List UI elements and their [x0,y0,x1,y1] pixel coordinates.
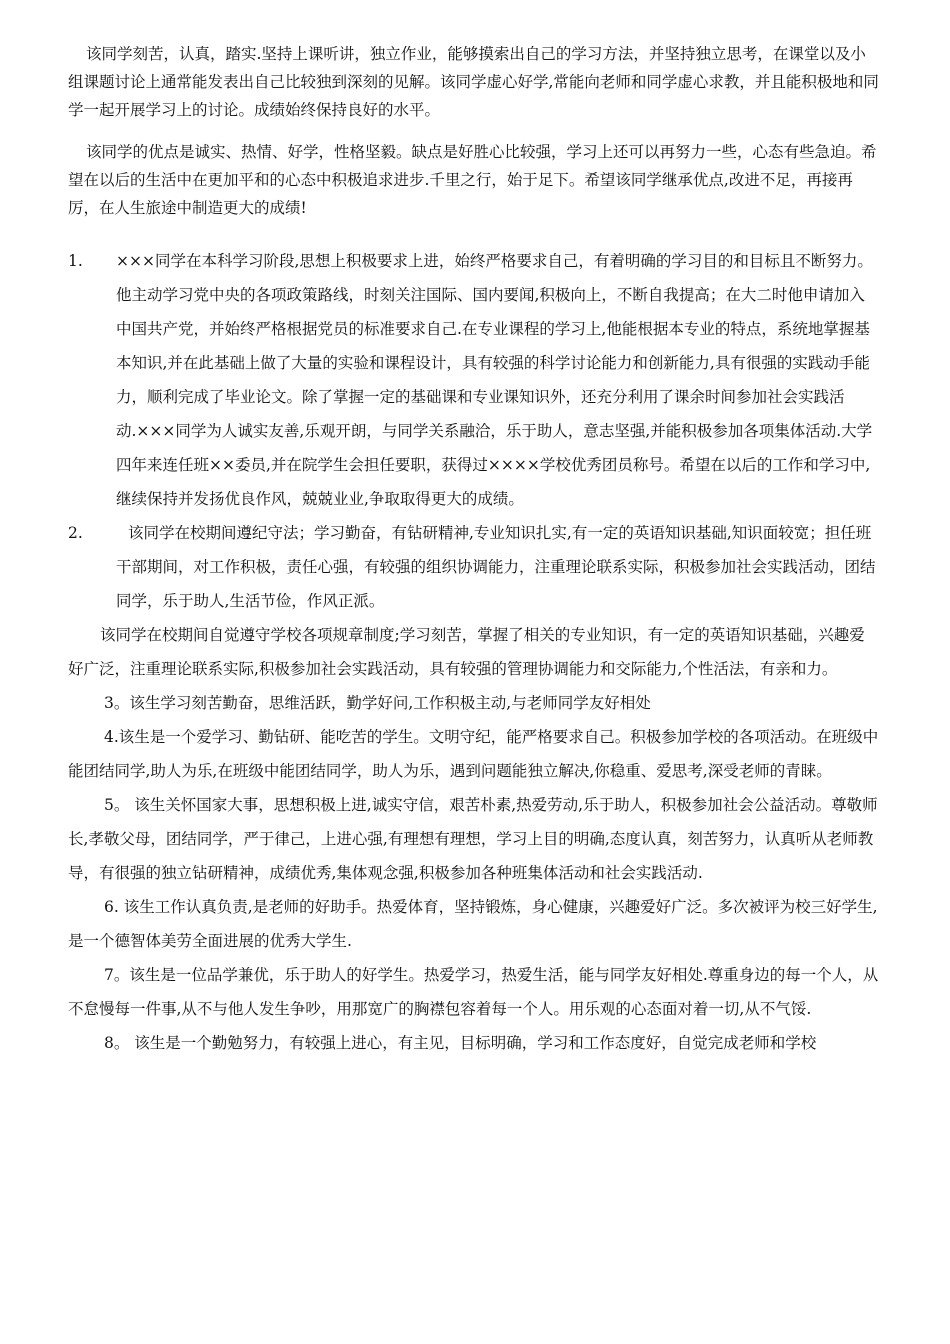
paragraph-intro: 该同学刻苦，认真，踏实.坚持上课听讲，独立作业，能够摸索出自己的学习方法，并坚持独立思考，在课堂以及小组课题讨论上通常能发表出自己比较独到深刻的见解。该同学虚心好学,常能向老师和同学虚心求教，并且能积极地和同学一起开展学习上的讨论。成绩始终保持良好的水平。 [68,45,879,119]
numbered-item-2 [68,516,880,618]
paragraph-discipline: 该同学在校期间自觉遵守学校各项规章制度;学习刻苦，掌握了相关的专业知识，有一定的英语知识基础，兴趣爱好广泛，注重理论联系实际,积极参加社会实践活动，具有较强的管理协调能力和交际能力,个性活法，有亲和力。 [68,626,865,678]
paragraph-item-8: 8。 该生是一个勤勉努力，有较强上进心，有主见，目标明确，学习和工作态度好，自觉完成老师和学校 [104,1034,817,1052]
item-text: 该同学在校期间遵纪守法；学习勤奋，有钻研精神,专业知识扎实,有一定的英语知识基础,知识面较宽；担任班干部期间，对工作积极，责任心强，有较强的组织协调能力，注重理论联系实际，积极参加社会实践活动，团结同学，乐于助人,生活节俭，作风正派。 [116,524,876,610]
paragraph-strengths: 该同学的优点是诚实、热情、好学，性格坚毅。缺点是好胜心比较强，学习上还可以再努力一些，心态有些急迫。希望在以后的生活中在更加平和的心态中积极追求进步.千里之行，始于足下。希望该同学继承优点,改进不足，再接再厉，在人生旅途中制造更大的成绩! [68,143,877,217]
paragraph-item-6: 6. 该生工作认真负责,是老师的好助手。热爱体育，坚持锻炼，身心健康，兴趣爱好广泛。多次被评为校三好学生,是一个德智体美劳全面进展的优秀大学生. [68,898,878,950]
paragraph-item-3: 3。该生学习刻苦勤奋，思维活跃，勤学好问,工作积极主动,与老师同学友好相处 [104,694,651,712]
item-number: 1. [68,252,83,270]
numbered-item-1 [68,244,880,516]
paragraph-item-7: 7。该生是一位品学兼优，乐于助人的好学生。热爱学习，热爱生活，能与同学友好相处.尊重身边的每一个人，从不怠慢每一件事,从不与他人发生争吵，用那宽广的胸襟包容着每一个人。用乐观的心态面对着一切,从不气馁. [68,966,879,1018]
item-text: ×××同学在本科学习阶段,思想上积极要求上进，始终严格要求自己，有着明确的学习目的和目标且不断努力。他主动学习党中央的各项政策路线，时刻关注国际、国内要闻,积极向上，不断自我提高；在大二时他申请加入中国共产党，并始终严格根据党员的标准要求自己.在专业课程的学习上,他能根据本专业的特点，系统地掌握基本知识,并在此基础上做了大量的实验和课程设计，具有较强的科学讨论能力和创新能力,具有很强的实践动手能力，顺利完成了毕业论文。除了掌握一定的基础课和专业课知识外，还充分利用了课余时间参加社会实践活动.×××同学为人诚实友善,乐观开朗，与同学关系融洽，乐于助人，意志坚强,并能积极参加各项集体活动.大学四年来连任班××委员,并在院学生会担任要职，获得过××××学校优秀团员称号。希望在以后的工作和学习中,继续保持并发扬优良作风，兢兢业业,争取取得更大的成绩。 [116,252,873,508]
paragraph-item-4: 4.该生是一个爱学习、勤钻研、能吃苦的学生。文明守纪，能严格要求自己。积极参加学校的各项活动。在班级中能团结同学,助人为乐,在班级中能团结同学，助人为乐，遇到问题能独立解决,你稳重、爱思考,深受老师的青睐。 [68,728,879,780]
paragraph-item-5: 5。 该生关怀国家大事，思想积极上进,诚实守信，艰苦朴素,热爱劳动,乐于助人，积极参加社会公益活动。尊敬师长,孝敬父母，团结同学，严于律己，上进心强,有理想有理想，学习上目的明确,态度认真，刻苦努力，认真听从老师教导，有很强的独立钻研精神，成绩优秀,集体观念强,积极参加各种班集体活动和社会实践活动. [68,796,878,882]
item-number: 2. [68,524,83,542]
